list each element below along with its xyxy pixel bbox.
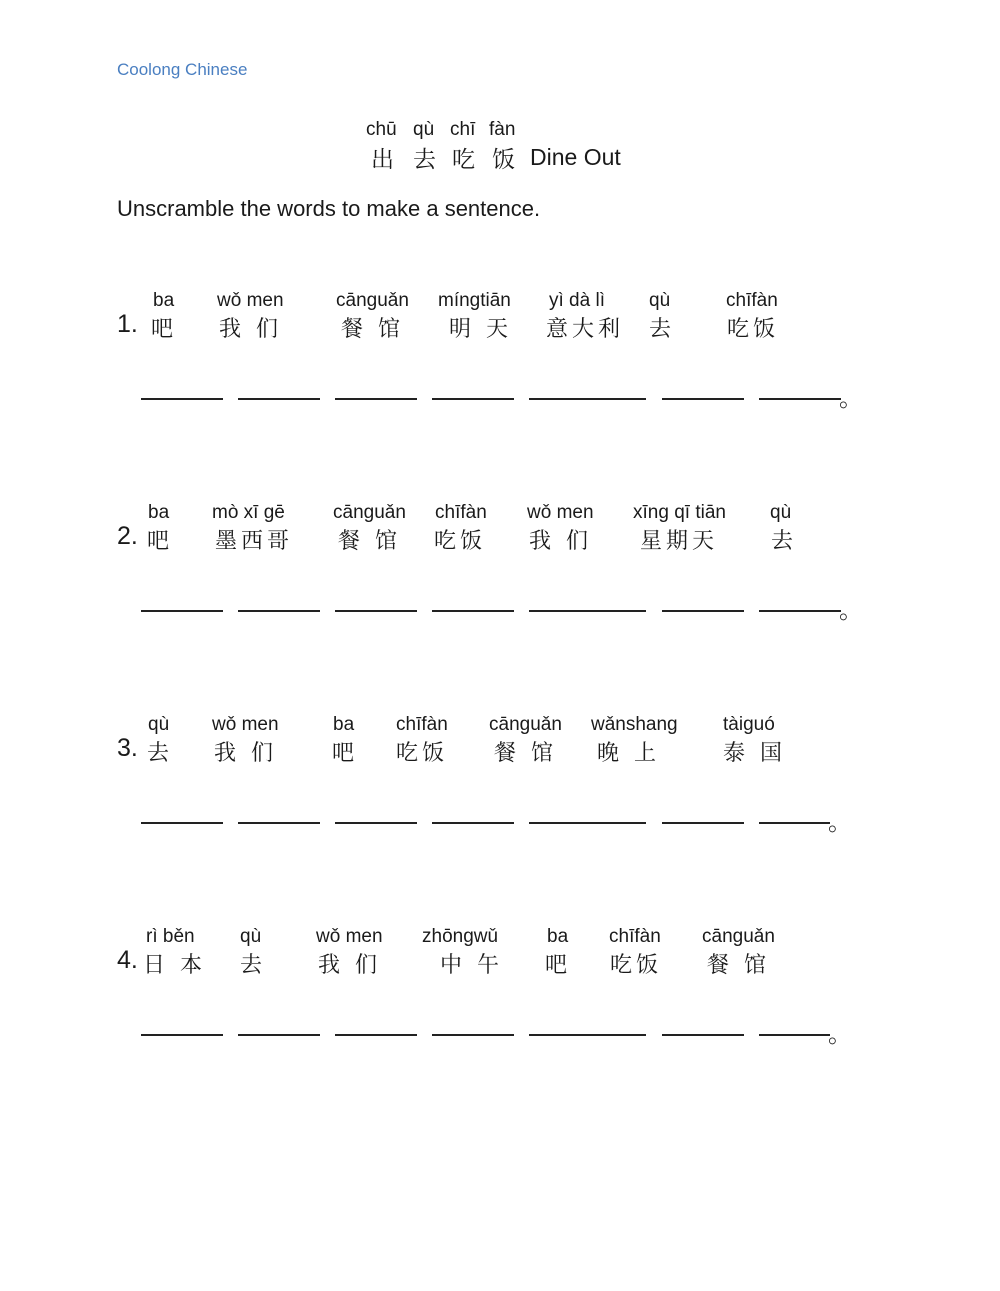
word-hanzi: 我 们	[529, 529, 592, 554]
word-hanzi: 日 本	[143, 953, 206, 978]
word-hanzi: 吃饭	[610, 953, 663, 978]
word-pinyin: rì běn	[146, 926, 195, 947]
answer-blank[interactable]	[335, 822, 417, 824]
word-pinyin: wǒ men	[217, 290, 284, 311]
word-pinyin: wǒ men	[212, 714, 279, 735]
word-pinyin: chīfàn	[609, 926, 661, 947]
question-number: 4.	[117, 946, 138, 974]
word-hanzi: 墨西哥	[215, 529, 294, 554]
word-hanzi: 吧	[545, 953, 572, 978]
word-hanzi: 吧	[151, 317, 178, 342]
title-english: Dine Out	[530, 144, 621, 170]
question-number: 3.	[117, 734, 138, 762]
word-hanzi: 吃饭	[727, 317, 780, 342]
word-hanzi: 我 们	[219, 317, 282, 342]
question-number: 2.	[117, 522, 138, 550]
word-pinyin: wǎnshang	[591, 714, 678, 735]
answer-blank[interactable]	[759, 610, 841, 612]
answer-blank[interactable]	[662, 610, 744, 612]
word-pinyin: ba	[547, 926, 569, 947]
answer-blank[interactable]	[759, 822, 830, 824]
answer-blank[interactable]	[759, 1034, 830, 1036]
word-pinyin: qù	[148, 714, 170, 735]
answer-blank[interactable]	[529, 398, 646, 400]
answer-blank[interactable]	[238, 822, 320, 824]
sentence-end-mark: 。	[828, 1021, 852, 1048]
word-hanzi: 餐 馆	[338, 529, 401, 554]
word-pinyin: ba	[153, 290, 175, 311]
word-pinyin: cānguǎn	[333, 502, 406, 523]
word-pinyin: cānguǎn	[336, 290, 409, 311]
word-pinyin: ba	[333, 714, 355, 735]
title-pinyin-1: chū	[366, 119, 397, 140]
answer-blank[interactable]	[529, 1034, 646, 1036]
word-hanzi: 吧	[147, 529, 174, 554]
answer-blank[interactable]	[432, 398, 514, 400]
word-hanzi: 去	[147, 741, 174, 766]
word-hanzi: 我 们	[318, 953, 381, 978]
word-pinyin: qù	[770, 502, 792, 523]
answer-blank[interactable]	[432, 822, 514, 824]
answer-blank[interactable]	[662, 398, 744, 400]
word-pinyin: ba	[148, 502, 170, 523]
word-pinyin: yì dà lì	[549, 290, 605, 311]
answer-blank[interactable]	[759, 398, 841, 400]
title-hanzi-4: 饭	[492, 147, 515, 173]
word-pinyin: tàiguó	[723, 714, 775, 735]
word-pinyin: qù	[649, 290, 671, 311]
word-pinyin: cānguǎn	[702, 926, 775, 947]
word-hanzi: 我 们	[214, 741, 277, 766]
answer-blank[interactable]	[335, 610, 417, 612]
word-pinyin: chīfàn	[396, 714, 448, 735]
answer-blank[interactable]	[141, 398, 223, 400]
answer-blank[interactable]	[141, 610, 223, 612]
word-pinyin: qù	[240, 926, 262, 947]
sentence-end-mark: 。	[839, 597, 863, 624]
answer-blank[interactable]	[529, 610, 646, 612]
answer-blank[interactable]	[529, 822, 646, 824]
word-hanzi: 去	[649, 317, 676, 342]
answer-blank[interactable]	[141, 1034, 223, 1036]
answer-blank[interactable]	[335, 1034, 417, 1036]
answer-blank[interactable]	[238, 398, 320, 400]
answer-blank[interactable]	[662, 822, 744, 824]
word-pinyin: wǒ men	[527, 502, 594, 523]
answer-blank[interactable]	[432, 1034, 514, 1036]
word-pinyin: míngtiān	[438, 290, 511, 311]
word-pinyin: cānguǎn	[489, 714, 562, 735]
word-hanzi: 意大利	[546, 317, 625, 342]
answer-blank[interactable]	[141, 822, 223, 824]
word-hanzi: 去	[771, 529, 798, 554]
word-hanzi: 泰 国	[723, 741, 786, 766]
word-pinyin: wǒ men	[316, 926, 383, 947]
word-pinyin: chīfàn	[726, 290, 778, 311]
title-pinyin-3: chī	[450, 119, 476, 140]
sentence-end-mark: 。	[839, 385, 863, 412]
word-hanzi: 中 午	[440, 953, 503, 978]
word-pinyin: chīfàn	[435, 502, 487, 523]
title-pinyin-4: fàn	[489, 119, 516, 140]
sentence-end-mark: 。	[828, 809, 852, 836]
title-hanzi-3: 吃	[452, 147, 475, 173]
word-hanzi: 晚 上	[597, 741, 660, 766]
word-hanzi: 餐 馆	[341, 317, 404, 342]
title-pinyin-2: qù	[413, 119, 435, 140]
title-hanzi-1: 出	[371, 147, 394, 173]
word-pinyin: mò xī gē	[212, 502, 285, 523]
word-pinyin: zhōngwǔ	[422, 926, 499, 947]
word-hanzi: 吃饭	[396, 741, 449, 766]
title-hanzi-2: 去	[413, 147, 436, 173]
answer-blank[interactable]	[432, 610, 514, 612]
answer-blank[interactable]	[238, 1034, 320, 1036]
word-hanzi: 餐 馆	[707, 953, 770, 978]
answer-blank[interactable]	[662, 1034, 744, 1036]
instructions: Unscramble the words to make a sentence.	[117, 196, 541, 221]
answer-blank[interactable]	[335, 398, 417, 400]
word-hanzi: 吃饭	[434, 529, 487, 554]
question-number: 1.	[117, 310, 138, 338]
word-hanzi: 星期天	[640, 529, 719, 554]
word-hanzi: 明 天	[449, 317, 512, 342]
word-hanzi: 去	[240, 953, 267, 978]
word-hanzi: 餐 馆	[494, 741, 557, 766]
answer-blank[interactable]	[238, 610, 320, 612]
word-pinyin: xīng qī tiān	[633, 502, 726, 523]
brand-header: Coolong Chinese	[117, 60, 248, 79]
word-hanzi: 吧	[332, 741, 359, 766]
